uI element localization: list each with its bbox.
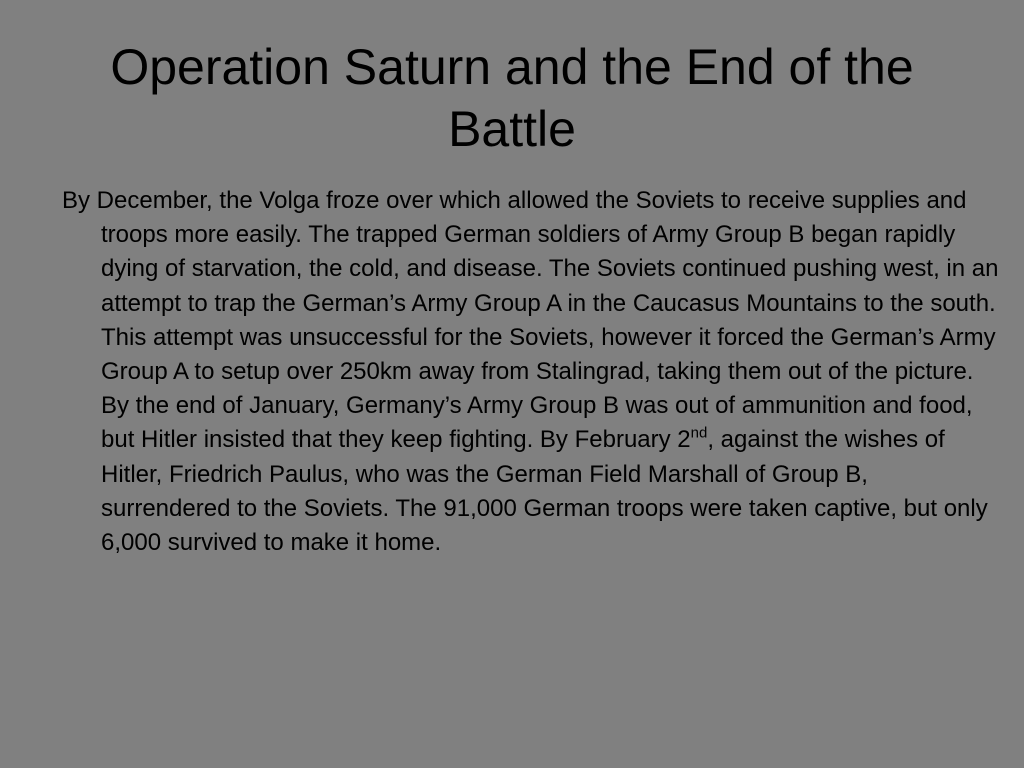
body-text-part-2: , against the wishes of Hitler, Friedrich Paulus, who was the German Field Marshall of Group B, surrendered to the Soviets. The 91,000 German troops were taken captive, but only 6,000 survived to make it home.: [101, 426, 988, 557]
ordinal-suffix: nd: [690, 424, 708, 442]
slide-title: Operation Saturn and the End of the Battle: [110, 39, 914, 157]
slide-body-text: [62, 184, 1001, 560]
body-text-part-1: By December, the Volga froze over which allowed the Soviets to receive supplies and troops more easily. The trapped German soldiers of Army Group B began rapidly dying of starvation, the cold, and disease. The Soviets continued pushing west, in an attempt to trap the German’s Army Group A in the Caucasus Mountains to the south. This attempt was unsuccessful for the Soviets, however it forced the German’s Army Group A to setup over 250km away from Stalingrad, taking them out of the picture. By the end of January, Germany’s Army Group B was out of ammunition and food, but Hitler insisted that they keep fighting. By February 2: [62, 187, 999, 454]
